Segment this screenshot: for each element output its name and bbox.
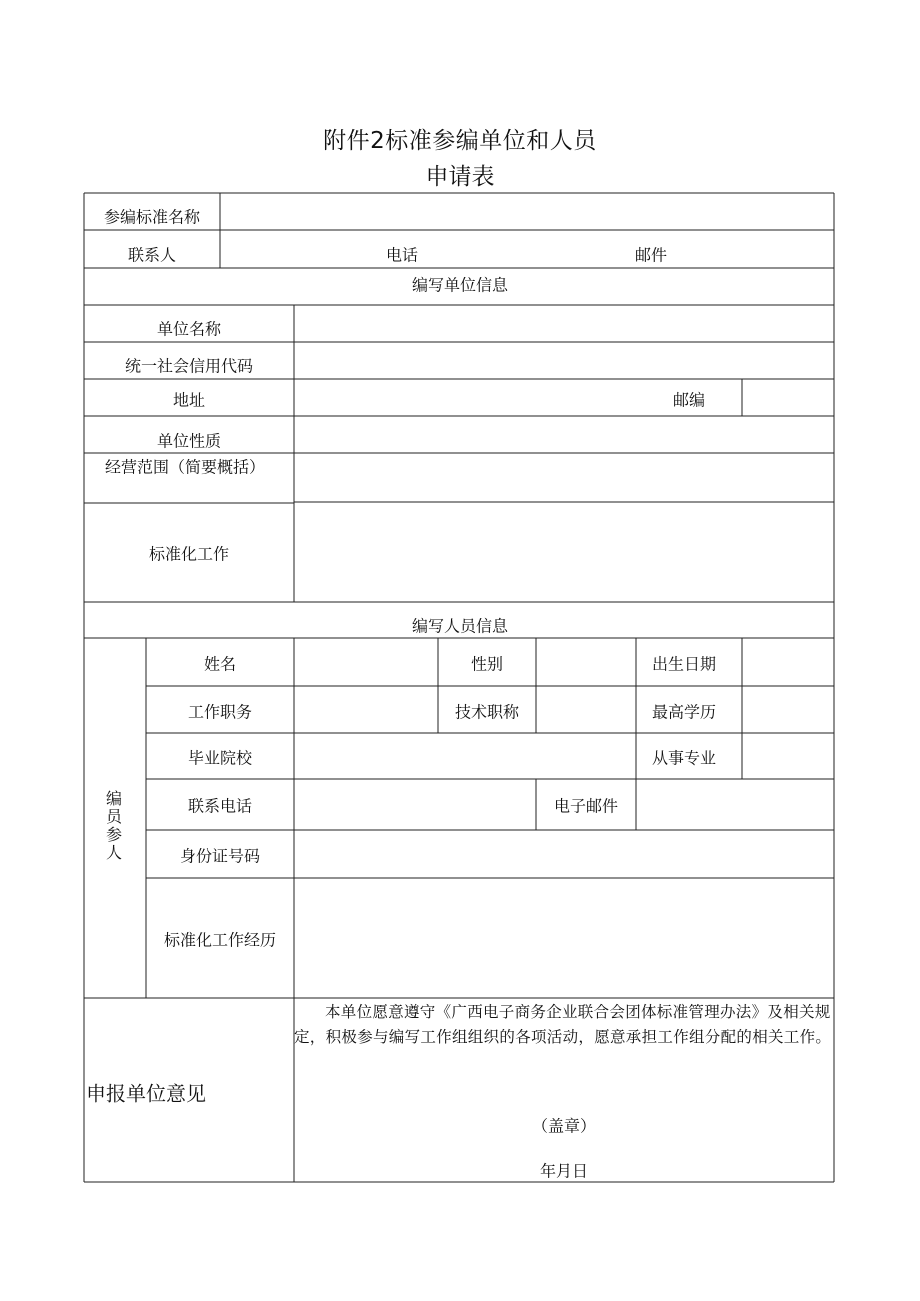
- major-label: 从事专业: [651, 748, 717, 768]
- phone-label: 电话: [385, 245, 419, 265]
- person-section-heading: 编写人员信息: [411, 616, 509, 636]
- education-label: 最高学历: [651, 702, 717, 722]
- school-label: 毕业院校: [187, 748, 253, 768]
- applicant-opinion-label: 申报单位意见: [86, 1081, 206, 1106]
- birth-date-label: 出生日期: [651, 654, 717, 674]
- person-email-label: 电子邮件: [553, 796, 619, 816]
- credit-code-label: 统一社会信用代码: [124, 356, 254, 376]
- date-label: 年月日: [539, 1161, 589, 1181]
- unit-section-heading: 编写单位信息: [411, 275, 509, 295]
- postcode-label: 邮编: [672, 390, 706, 410]
- gender-label: 性别: [470, 654, 504, 674]
- form-subtitle: 申请表: [425, 164, 495, 190]
- contact-phone-label: 联系电话: [187, 796, 253, 816]
- technical-title-label: 技术职称: [454, 702, 520, 722]
- id-number-label: 身份证号码: [179, 846, 261, 866]
- address-label: 地址: [172, 390, 206, 410]
- commitment-statement: 本单位愿意遵守《广西电子商务企业联合会团体标准管理办法》及相关规定，积极参与编写工作组组织的各项活动，愿意承担工作组分配的相关工作。: [294, 1003, 832, 1046]
- business-scope-label: 经营范围（简要概括）: [104, 457, 266, 477]
- job-position-label: 工作职务: [187, 702, 253, 722]
- contact-label: 联系人: [127, 245, 177, 265]
- email-label: 邮件: [634, 245, 668, 265]
- standardization-experience-label: 标准化工作经历: [163, 930, 277, 950]
- participant-group-label: 编员参人: [105, 789, 122, 862]
- form-title: 附件2标准参编单位和人员: [323, 128, 597, 154]
- unit-name-label: 单位名称: [156, 319, 222, 339]
- person-name-label: 姓名: [203, 654, 237, 674]
- seal-label: （盖章）: [531, 1116, 597, 1136]
- unit-nature-label: 单位性质: [156, 431, 222, 451]
- standard-name-label: 参编标准名称: [103, 207, 201, 227]
- standardization-work-label: 标准化工作: [148, 544, 230, 564]
